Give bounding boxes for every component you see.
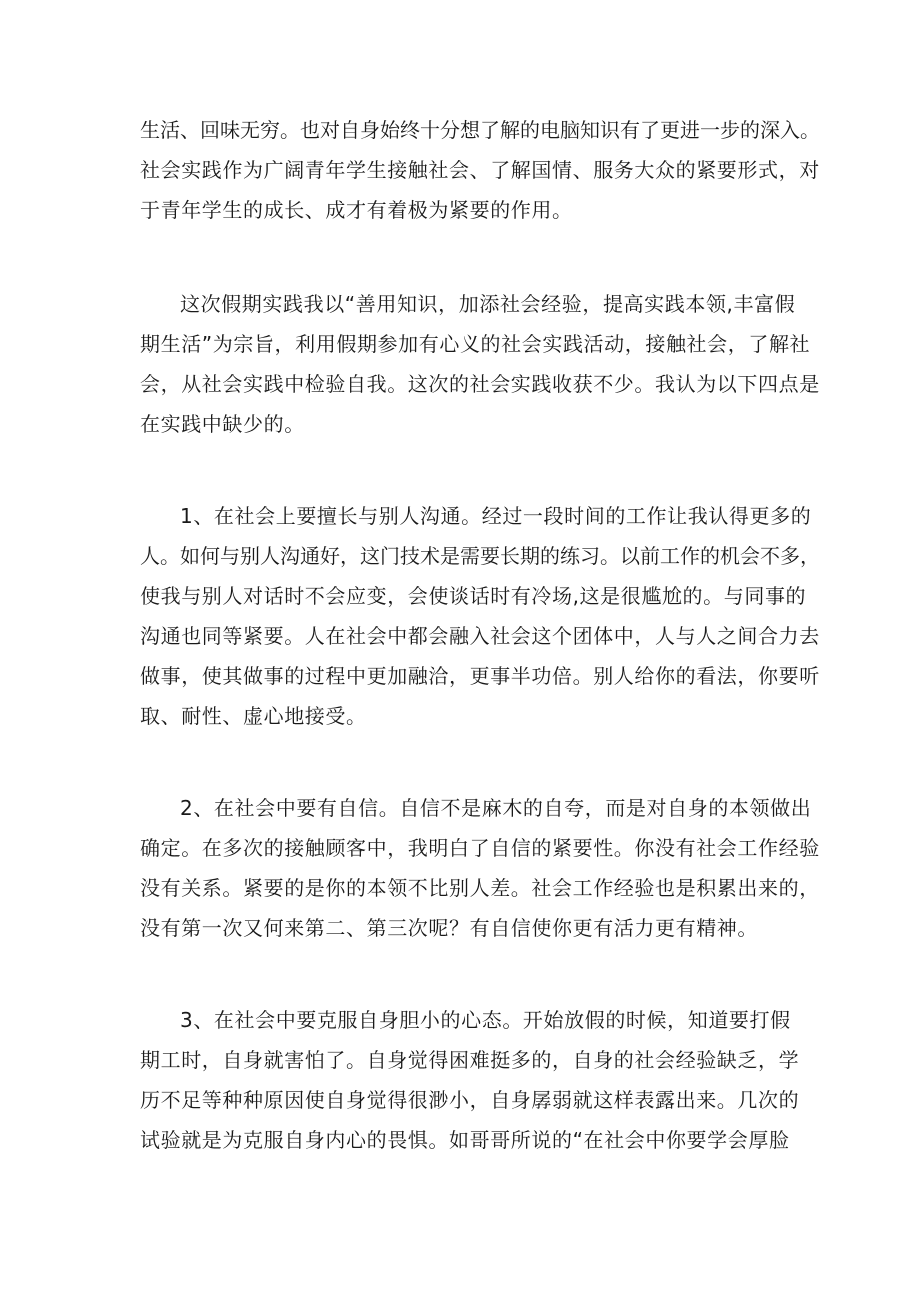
paragraph-point-1-communication xyxy=(140,496,820,736)
text-line: 生活、回味无穷。也对自身始终十分想了解的电脑知识有了更进一步的深入。 xyxy=(140,118,820,142)
text-line: 历不足等种种原因使自身觉得很渺小，自身孱弱就这样表露出来。几次的 xyxy=(140,1088,800,1112)
paragraph-point-2-confidence xyxy=(140,788,820,948)
text-line: 这次假期实践我以“善用知识，加添社会经验，提高实践本领,丰富假 xyxy=(180,292,796,316)
text-line: 沟通也同等紧要。人在社会中都会融入社会这个团体中，人与人之间合力去 xyxy=(140,624,820,648)
text-line: 取、耐性、虚心地接受。 xyxy=(140,704,367,728)
text-line: 社会实践作为广阔青年学生接触社会、了解国情、服务大众的紧要形式，对 xyxy=(140,158,820,182)
text-line: 1、在社会上要擅长与别人沟通。经过一段时间的工作让我认得更多的 xyxy=(180,504,812,528)
text-line: 期工时，自身就害怕了。自身觉得困难挺多的，自身的社会经验缺乏，学 xyxy=(140,1048,800,1072)
text-line: 在实践中缺少的。 xyxy=(140,412,305,436)
text-line: 做事，使其做事的过程中更加融洽，更事半功倍。别人给你的看法，你要听 xyxy=(140,664,820,688)
text-line: 使我与别人对话时不会应变，会使谈话时有冷场,这是很尴尬的。与同事的 xyxy=(140,584,807,608)
text-line: 没有关系。紧要的是你的本领不比别人差。社会工作经验也是积累出来的， xyxy=(140,876,820,900)
text-line: 期生活”为宗旨，利用假期参加有心义的社会实践活动，接触社会，了解社 xyxy=(140,332,811,356)
text-line: 3、在社会中要克服自身胆小的心态。开始放假的时候，知道要打假 xyxy=(180,1008,791,1032)
text-line: 确定。在多次的接触顾客中，我明白了自信的紧要性。你没有社会工作经验 xyxy=(140,836,820,860)
paragraph-intro-continuation xyxy=(140,110,820,230)
text-line: 于青年学生的成长、成才有着极为紧要的作用。 xyxy=(140,198,573,222)
text-line: 试验就是为克服自身内心的畏惧。如哥哥所说的“在社会中你要学会厚脸 xyxy=(140,1128,790,1152)
text-line: 会，从社会实践中检验自我。这次的社会实践收获不少。我认为以下四点是 xyxy=(140,372,820,396)
text-line: 2、在社会中要有自信。自信不是麻木的自夸，而是对自身的本领做出 xyxy=(180,796,812,820)
text-line: 没有第一次又何来第二、第三次呢？有自信使你更有活力更有精神。 xyxy=(140,916,758,940)
paragraph-practice-purpose xyxy=(140,284,820,444)
text-line: 人。如何与别人沟通好，这门技术是需要长期的练习。以前工作的机会不多， xyxy=(140,544,820,568)
paragraph-point-3-overcome-timidity xyxy=(140,1000,800,1160)
